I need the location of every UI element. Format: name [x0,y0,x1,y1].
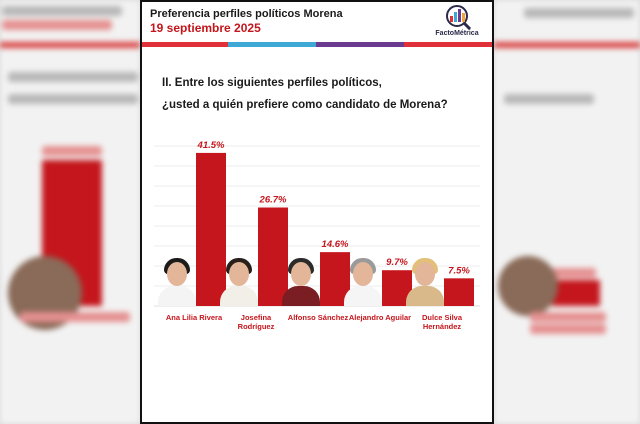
header-date: 19 septiembre 2025 [150,21,261,35]
survey-question-line-1: II. Entre los siguientes perfiles políticos, [162,77,382,89]
infographic-card [140,0,494,424]
data-label: 41.5% [197,139,225,151]
tick-label [402,313,482,331]
portrait-face [229,262,249,286]
tick-label-line: Ana Lilia Rivera [165,313,223,322]
blurred-name-label [530,312,606,322]
blurred-value-label [552,268,596,278]
woman-portrait-icon [402,256,448,306]
survey-question-line-2: ¿usted a quién prefiere como candidato de Morena? [162,99,448,111]
blurred-portrait [498,256,558,316]
tick-label-line: Dulce Silva [421,313,463,322]
blurred-question-text [8,94,138,104]
portrait-body [282,286,320,306]
portrait-body [406,286,444,306]
woman-portrait-icon [216,256,262,306]
portrait-face [291,262,311,286]
tick-label-line: Rodríguez [237,322,275,331]
portrait-face [353,262,373,286]
tick-label-line: Alejandro Aguilar [348,313,412,322]
portrait-body [344,286,382,306]
portrait-body [158,286,196,306]
data-label: 14.6% [321,239,349,251]
blurred-date-text [2,20,112,30]
blurred-title-text [524,8,634,18]
tick-label-line: Alfonso Sánchez [287,313,349,322]
blurred-question-text [8,72,138,82]
woman-portrait-icon [154,256,200,306]
data-label: 7.5% [448,265,470,277]
blurred-strip [494,42,640,48]
tick-label-line: Hernández [422,322,462,331]
man-portrait-icon [278,256,324,306]
blurred-name-label [530,324,606,334]
tick-label-line: Josefina [240,313,272,322]
man-portrait-icon [340,256,386,306]
blurred-value-label [42,146,102,156]
bar-chart [140,0,494,424]
header-title: Preferencia perfiles políticos Morena [150,8,343,20]
blurred-strip [0,42,140,48]
blurred-question-text [504,94,594,104]
data-label: 26.7% [259,194,287,206]
logo-text: FactoMétrica [435,30,479,37]
blurred-background-left [0,0,140,424]
blurred-bar [552,280,600,306]
blurred-title-text [2,6,122,16]
blurred-background-right [494,0,640,424]
data-label: 9.7% [386,257,408,269]
portrait-body [220,286,258,306]
portrait-face [167,262,187,286]
portrait-face [415,262,435,286]
bar [444,278,474,306]
blurred-name-label [20,312,130,322]
